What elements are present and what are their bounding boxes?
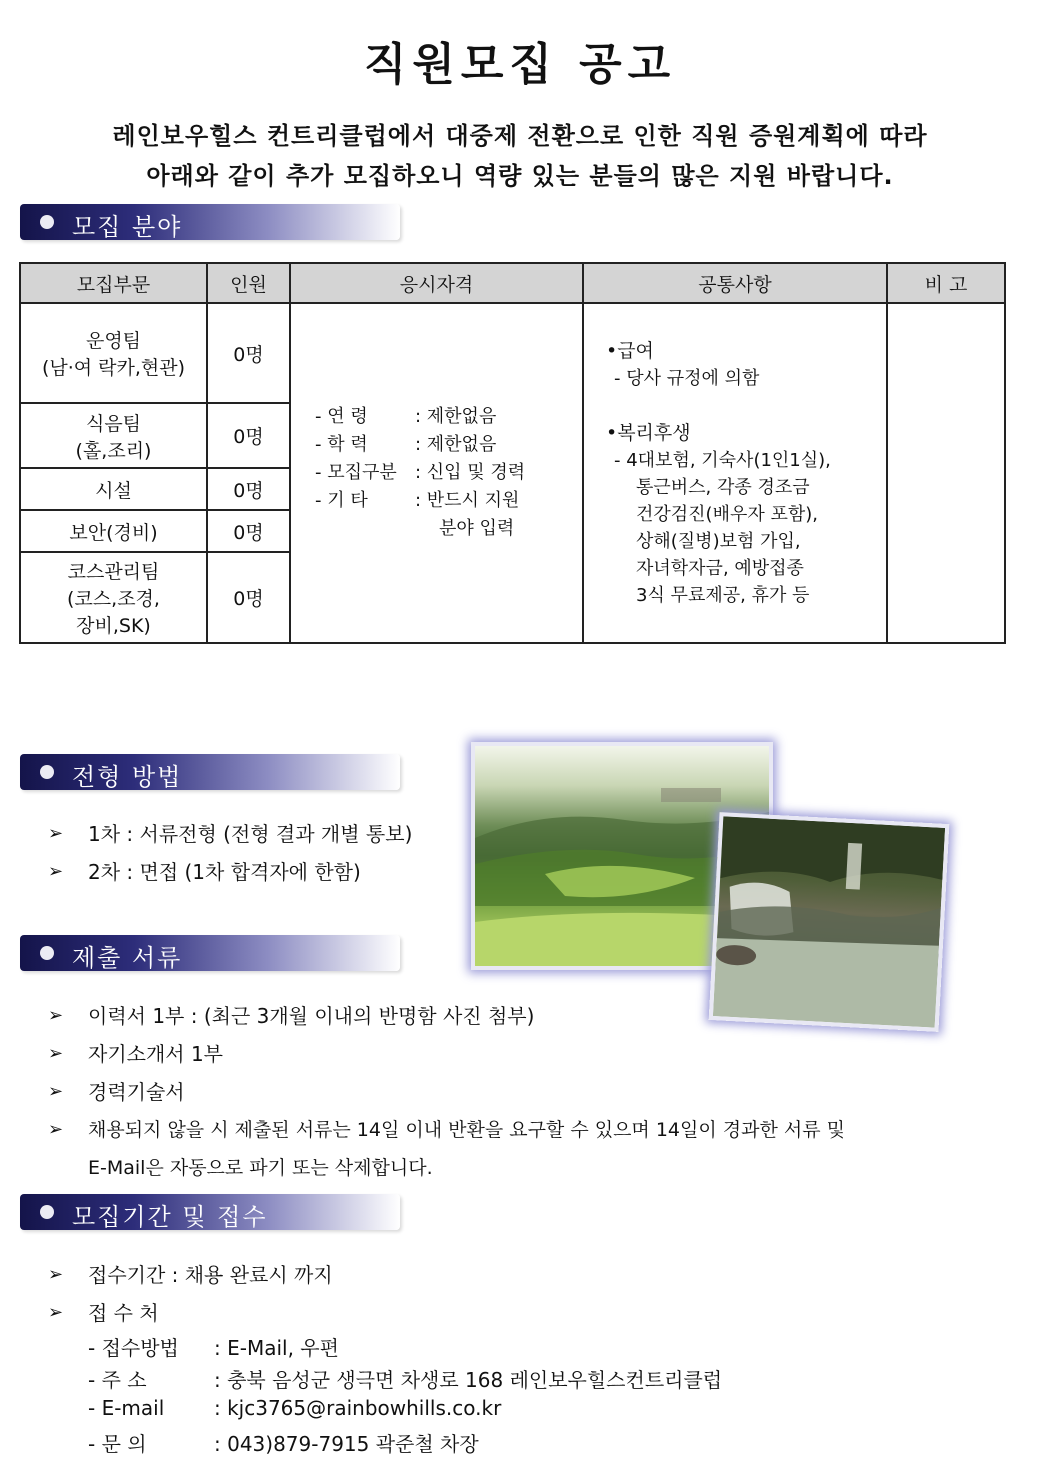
- qualification-cell: - 연 령 : 제한없음 - 학 력 : 제한없음 - 모집구분 : 신입 및 경력 - 기 타 : 반드시 지원 분야 입력: [290, 303, 583, 643]
- remarks-cell: [887, 303, 1005, 643]
- dept-cell: 코스관리팀 (코스,조경, 장비,SK): [20, 552, 207, 643]
- list-item: ➢ 채용되지 않을 시 제출된 서류는 14일 이내 반환을 요구할 수 있으며 14일이 경과한 서류 및: [48, 1111, 845, 1149]
- section-title: 전형 방법: [72, 763, 183, 791]
- list-item: ➢ 2차 : 면접 (1차 합격자에 한함): [48, 853, 412, 891]
- table-row: [20, 303, 1005, 403]
- count-cell: 0명: [207, 403, 290, 468]
- document-note-cont: E-Mail은 자동으로 파기 또는 삭제합니다.: [88, 1157, 433, 1179]
- circle-dot-icon: [40, 765, 54, 779]
- arrow-bullet-icon: ➢: [48, 1119, 64, 1140]
- header-common: 공통사항: [583, 263, 887, 303]
- dept-cell: 운영팀 (남·여 락카,현관): [20, 303, 207, 403]
- section-title: 제출 서류: [72, 944, 183, 972]
- arrow-bullet-icon: ➢: [48, 861, 64, 882]
- list-item: - 접수방법 : E-Mail, 우편: [88, 1336, 339, 1360]
- circle-dot-icon: [40, 215, 54, 229]
- arrow-bullet-icon: ➢: [48, 1005, 64, 1026]
- arrow-bullet-icon: ➢: [48, 1081, 64, 1102]
- count-cell: 0명: [207, 552, 290, 643]
- arrow-bullet-icon: ➢: [48, 1043, 64, 1064]
- list-item: - 문 의 : 043)879-7915 곽준철 차장: [88, 1432, 479, 1456]
- contact-list: [88, 1332, 722, 1460]
- dept-cell: 식음팀 (홀,조리): [20, 403, 207, 468]
- section-header-period: [20, 1194, 400, 1230]
- intro-line-1: 레인보우힐스 컨트리클럽에서 대중제 전환으로 인한 직원 증원계획에 따라: [112, 122, 928, 150]
- table-header-row: [20, 263, 1005, 303]
- list-item: - 주 소 : 충북 음성군 생극면 차생로 168 레인보우힐스컨트리클럽: [88, 1368, 723, 1392]
- arrow-bullet-icon: ➢: [48, 1264, 64, 1285]
- list-item: ➢ 경력기술서: [48, 1073, 845, 1111]
- method-list: [48, 815, 412, 891]
- arrow-bullet-icon: ➢: [48, 1302, 64, 1323]
- section-title: 모집기간 및 접수: [72, 1203, 268, 1231]
- list-item: ➢ 자기소개서 1부: [48, 1035, 845, 1073]
- documents-list: [48, 997, 845, 1187]
- header-count: 인원: [207, 263, 290, 303]
- section-header-method: [20, 754, 400, 790]
- list-item: ➢ 접수기간 : 채용 완료시 까지: [48, 1256, 333, 1294]
- section-title: 모집 분야: [72, 213, 183, 241]
- header-qualification: 응시자격: [290, 263, 583, 303]
- count-cell: 0명: [207, 468, 290, 510]
- arrow-bullet-icon: ➢: [48, 823, 64, 844]
- list-item: ➢ 1차 : 서류전형 (전형 결과 개별 통보): [48, 815, 412, 853]
- section-header-documents: [20, 935, 400, 971]
- common-cell: •급여 - 당사 규정에 의함 •복리후생 - 4대보험, 기숙사(1인1실), 통근버스, 각종 경조금 건강검진(배우자 포함), 상해(질병)보험 가입, 자녀학자금, 예방접종 3식 무료제공, 휴가 등: [583, 303, 887, 643]
- circle-dot-icon: [40, 1205, 54, 1219]
- page-title: 직원모집 공고: [363, 39, 677, 90]
- welfare-title: •복리후생: [606, 422, 691, 444]
- recruit-table: [19, 262, 1006, 644]
- dept-cell: 시설: [20, 468, 207, 510]
- period-list: [48, 1256, 333, 1332]
- list-item: - E-mail : kjc3765@rainbowhills.co.kr: [88, 1396, 502, 1420]
- list-item: ➢ 접 수 처: [48, 1294, 333, 1332]
- list-item: ➢ 이력서 1부 : (최근 3개월 이내의 반명함 사진 첨부): [48, 997, 845, 1035]
- header-remarks: 비 고: [887, 263, 1005, 303]
- section-header-field: [20, 204, 400, 240]
- intro-line-2: 아래와 같이 추가 모집하오니 역량 있는 분들의 많은 지원 바랍니다.: [146, 162, 894, 190]
- count-cell: 0명: [207, 303, 290, 403]
- count-cell: 0명: [207, 510, 290, 552]
- dept-cell: 보안(경비): [20, 510, 207, 552]
- header-dept: 모집부문: [20, 263, 207, 303]
- salary-title: •급여: [606, 340, 654, 362]
- circle-dot-icon: [40, 946, 54, 960]
